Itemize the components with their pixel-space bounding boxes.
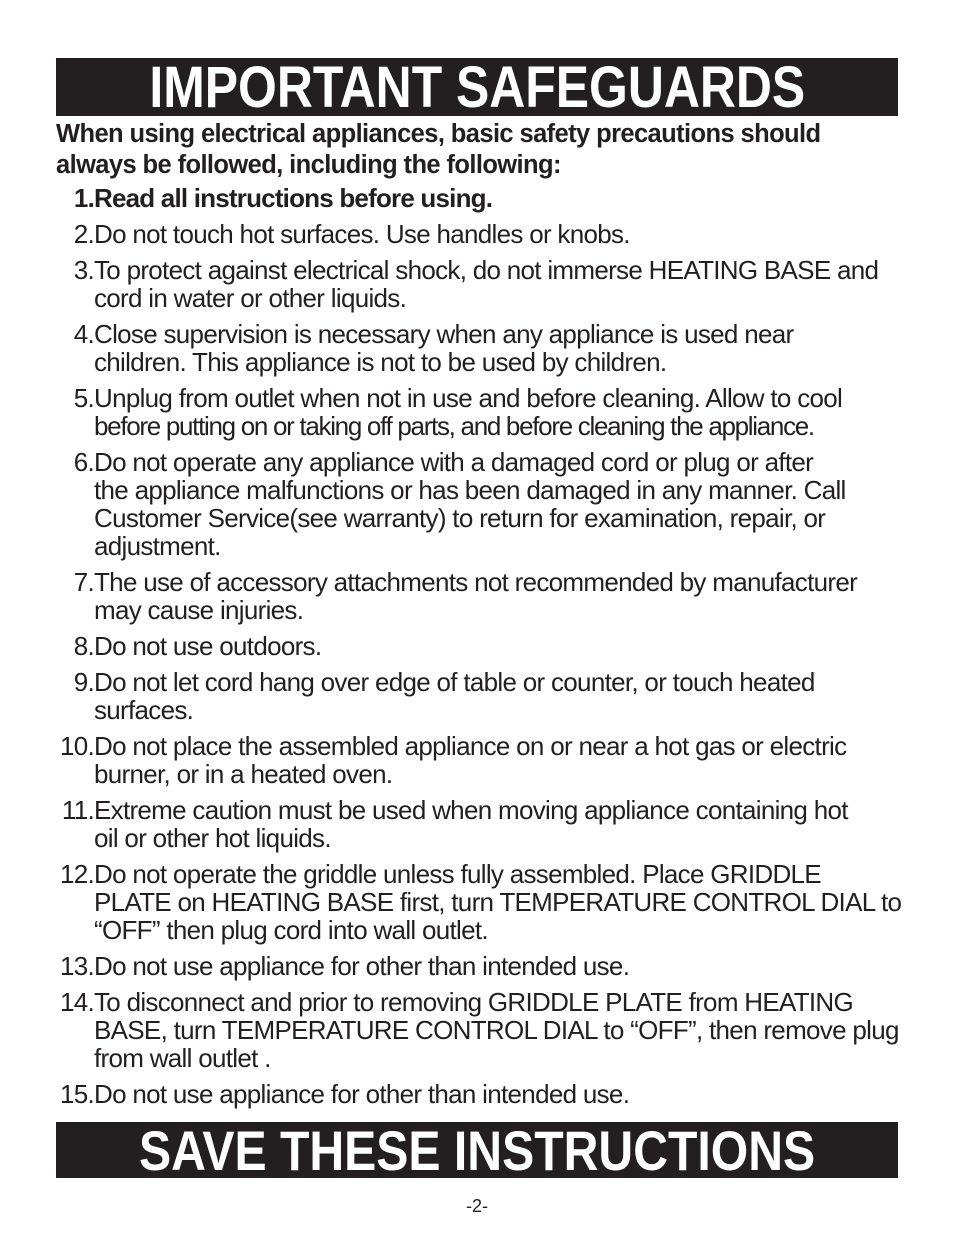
item-line: Do not operate any appliance with a damaged cord or plug or after xyxy=(94,447,814,477)
list-item xyxy=(56,184,936,212)
item-number: 1. xyxy=(73,183,94,213)
list-item xyxy=(56,448,936,560)
item-line: BASE, turn TEMPERATURE CONTROL DIAL to “OFF”, then remove plug xyxy=(94,1015,899,1045)
item-text xyxy=(94,448,936,560)
item-text xyxy=(94,320,936,376)
item-line: Do not let cord hang over edge of table or counter, or touch heated xyxy=(94,667,815,697)
list-item xyxy=(56,632,936,660)
list-item xyxy=(56,732,936,788)
item-text xyxy=(94,860,936,944)
item-line: Do not operate the griddle unless fully assembled. Place GRIDDLE xyxy=(94,859,821,889)
item-text xyxy=(94,384,936,440)
list-item xyxy=(56,320,936,376)
title-banner xyxy=(56,58,898,116)
list-item xyxy=(56,860,936,944)
item-number: 7. xyxy=(73,567,94,597)
item-line: burner, or in a heated oven. xyxy=(94,759,393,789)
item-line: Read all instructions before using. xyxy=(94,183,493,213)
item-number: 12. xyxy=(59,859,94,889)
item-number: 5. xyxy=(73,383,94,413)
item-text xyxy=(94,1080,936,1108)
item-line: Close supervision is necessary when any appliance is used near xyxy=(94,319,794,349)
list-item xyxy=(56,668,936,724)
page-number: -2- xyxy=(466,1196,488,1216)
item-line: Extreme caution must be used when moving appliance containing hot xyxy=(94,795,848,825)
item-line: Do not use outdoors. xyxy=(94,631,322,661)
list-item xyxy=(56,256,936,312)
page-title: IMPORTANT SAFEGUARDS xyxy=(149,58,805,116)
item-number: 8. xyxy=(73,631,94,661)
item-line: PLATE on HEATING BASE first, turn TEMPERATURE CONTROL DIAL to xyxy=(94,887,902,917)
item-text xyxy=(94,988,936,1072)
item-number: 15. xyxy=(59,1079,94,1109)
list-item xyxy=(56,1080,936,1108)
item-number: 4. xyxy=(73,319,94,349)
item-number: 2. xyxy=(73,219,94,249)
list-item xyxy=(56,988,936,1072)
item-number: 9. xyxy=(73,667,94,697)
item-text xyxy=(94,184,936,212)
item-line: Customer Service(see warranty) to return for examination, repair, or xyxy=(94,503,826,533)
item-number: 10. xyxy=(59,731,94,761)
item-line: may cause injuries. xyxy=(94,595,304,625)
item-line: surfaces. xyxy=(94,695,194,725)
item-line: Do not touch hot surfaces. Use handles or knobs. xyxy=(94,219,630,249)
list-item xyxy=(56,568,936,624)
save-instructions-text: SAVE THESE INSTRUCTIONS xyxy=(138,1122,816,1178)
item-text xyxy=(94,668,936,724)
item-number: 14. xyxy=(59,987,94,1017)
intro-line: always be followed, including the following: xyxy=(56,151,561,179)
list-item xyxy=(56,952,936,980)
item-text xyxy=(94,952,936,980)
save-instructions-banner xyxy=(56,1122,898,1178)
item-line: Do not place the assembled appliance on or near a hot gas or electric xyxy=(94,731,847,761)
intro-line: When using electrical appliances, basic safety precautions should xyxy=(56,120,821,148)
item-number: 6. xyxy=(73,447,94,477)
item-text xyxy=(94,220,936,248)
list-item xyxy=(56,796,936,852)
item-text xyxy=(94,568,936,624)
item-text xyxy=(94,796,936,852)
item-line: children. This appliance is not to be used by children. xyxy=(94,347,667,377)
item-line: Unplug from outlet when not in use and before cleaning. Allow to cool xyxy=(94,383,843,413)
intro-paragraph xyxy=(56,119,916,181)
item-line: the appliance malfunctions or has been damaged in any manner. Call xyxy=(94,475,846,505)
item-line: cord in water or other liquids. xyxy=(94,283,407,313)
item-line: before putting on or taking off parts, and before cleaning the appliance. xyxy=(94,411,814,441)
item-line: To protect against electrical shock, do not immerse HEATING BASE and xyxy=(94,255,879,285)
item-line: The use of accessory attachments not recommended by manufacturer xyxy=(94,567,858,597)
item-number: 3. xyxy=(73,255,94,285)
item-line: To disconnect and prior to removing GRIDDLE PLATE from HEATING xyxy=(94,987,854,1017)
item-line: oil or other hot liquids. xyxy=(94,823,331,853)
item-line: Do not use appliance for other than intended use. xyxy=(94,1079,630,1109)
item-number: 13. xyxy=(59,951,94,981)
item-text xyxy=(94,732,936,788)
item-text xyxy=(94,632,936,660)
safeguards-list xyxy=(56,184,936,1116)
item-text xyxy=(94,256,936,312)
item-line: “OFF” then plug cord into wall outlet. xyxy=(94,915,488,945)
item-line: adjustment. xyxy=(94,531,221,561)
item-number: 11. xyxy=(61,795,94,825)
item-line: from wall outlet . xyxy=(94,1043,271,1073)
list-item xyxy=(56,384,936,440)
list-item xyxy=(56,220,936,248)
item-line: Do not use appliance for other than intended use. xyxy=(94,951,630,981)
